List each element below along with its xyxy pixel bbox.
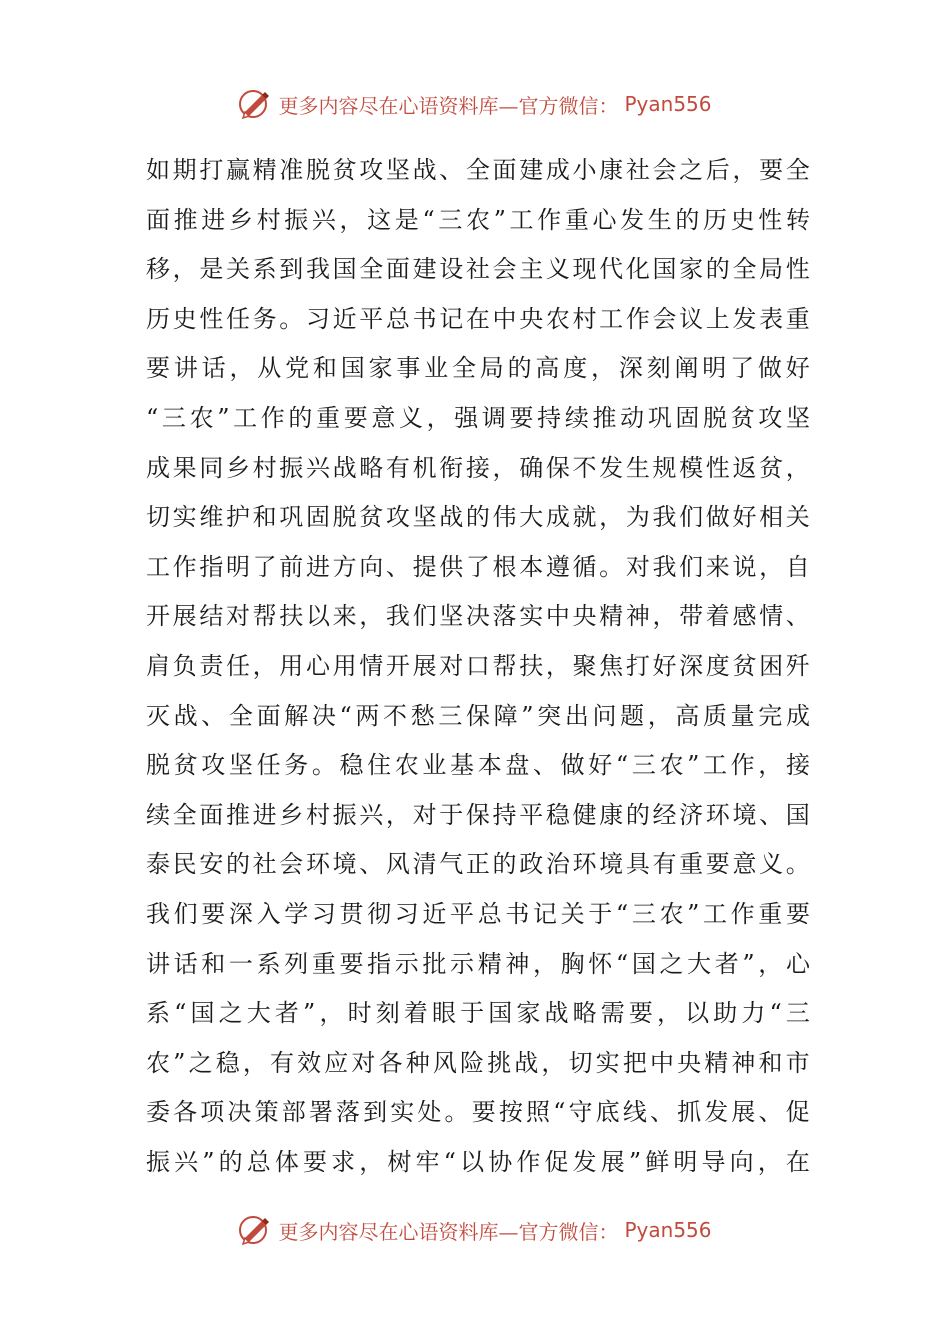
body-line: 要 讲 话 ， 从 党 和 国 家 事 业 全 局 的 高 度 ， 深 刻 阐 明 了 做 好 bbox=[146, 354, 810, 383]
pen-logo-icon bbox=[238, 87, 272, 121]
body-line: 如 期 打 赢 精 准 脱 贫 攻 坚 战 、 全 面 建 成 小 康 社 会 之 后 ， 要 全 bbox=[146, 156, 810, 184]
body-line: 工 作 指 明 了 前 进 方 向 、 提 供 了 根 本 遵 循 。 对 我 们 来 说 ， 自 bbox=[146, 552, 810, 581]
body-line: 成 果 同 乡 村 振 兴 战 略 有 机 衔 接 ， 确 保 不 发 生 规 模 性 返 贫 ， bbox=[146, 453, 810, 482]
body-line: “ 三 农 ” 工 作 的 重 要 意 义 ， 强 调 要 持 续 推 动 巩 固 脱 贫 攻 坚 bbox=[146, 403, 810, 432]
body-line: 切 实 维 护 和 巩 固 脱 贫 攻 坚 战 的 伟 大 成 就 ， 为 我 们 做 好 相 关 bbox=[146, 503, 810, 532]
watermark-text: 更多内容尽在心语资料库—官方微信： bbox=[278, 1219, 619, 1244]
body-line: 振 兴 ” 的 总 体 要 求 ， 树 牢 “ 以 协 作 促 发 展 ” 鲜 明 导 向 ， 在 bbox=[146, 1147, 810, 1176]
body-line: 开 展 结 对 帮 扶 以 来 ， 我 们 坚 决 落 实 中 央 精 神 ， 带 着 感 情 、 bbox=[146, 602, 810, 631]
watermark-wechat-id: Pyan556 bbox=[624, 92, 712, 116]
body-line: 面 推 进 乡 村 振 兴 ， 这 是 “ 三 农 ” 工 作 重 心 发 生 的 历 史 性 转 bbox=[146, 205, 810, 234]
body-line: 续 全 面 推 进 乡 村 振 兴 ， 对 于 保 持 平 稳 健 康 的 经 济 环 境 、 国 bbox=[146, 800, 810, 829]
body-line: 泰 民 安 的 社 会 环 境 、 风 清 气 正 的 政 治 环 境 具 有 重 要 意 义 。 bbox=[146, 850, 810, 879]
header-watermark bbox=[0, 84, 950, 124]
body-line: 灭 战 、 全 面 解 决 “ 两 不 愁 三 保 障 ” 突 出 问 题 ， 高 质 量 完 成 bbox=[146, 701, 810, 730]
body-line: 讲 话 和 一 系 列 重 要 指 示 批 示 精 神 ， 胸 怀 “ 国 之 大 者 ” ， 心 bbox=[146, 949, 810, 978]
pen-logo-icon bbox=[238, 1213, 272, 1247]
body-line: 农 ” 之 稳 ， 有 效 应 对 各 种 风 险 挑 战 ， 切 实 把 中 央 精 神 和 市 bbox=[146, 1048, 810, 1077]
body-line: 委 各 项 决 策 部 署 落 到 实 处 。 要 按 照 “ 守 底 线 、 抓 发 展 、 促 bbox=[146, 1098, 810, 1127]
body-line: 移 ， 是 关 系 到 我 国 全 面 建 设 社 会 主 义 现 代 化 国 家 的 全 局 性 bbox=[146, 255, 810, 284]
body-line: 系 “ 国 之 大 者 ” ， 时 刻 着 眼 于 国 家 战 略 需 要 ， 以 助 力 “ 三 bbox=[146, 999, 810, 1028]
document-body bbox=[146, 146, 810, 1187]
watermark-wechat-id: Pyan556 bbox=[624, 1218, 712, 1242]
body-line: 历 史 性 任 务 。 习 近 平 总 书 记 在 中 央 农 村 工 作 会 议 上 发 表 重 bbox=[146, 304, 810, 333]
body-line: 脱 贫 攻 坚 任 务 。 稳 住 农 业 基 本 盘 、 做 好 “ 三 农 ” 工 作 ， 接 bbox=[146, 751, 810, 780]
footer-watermark bbox=[0, 1210, 950, 1250]
watermark-text: 更多内容尽在心语资料库—官方微信： bbox=[278, 93, 619, 118]
body-line: 肩 负 责 任 ， 用 心 用 情 开 展 对 口 帮 扶 ， 聚 焦 打 好 深 度 贫 困 歼 bbox=[146, 651, 810, 680]
body-line: 我 们 要 深 入 学 习 贯 彻 习 近 平 总 书 记 关 于 “ 三 农 ” 工 作 重 要 bbox=[146, 899, 810, 928]
